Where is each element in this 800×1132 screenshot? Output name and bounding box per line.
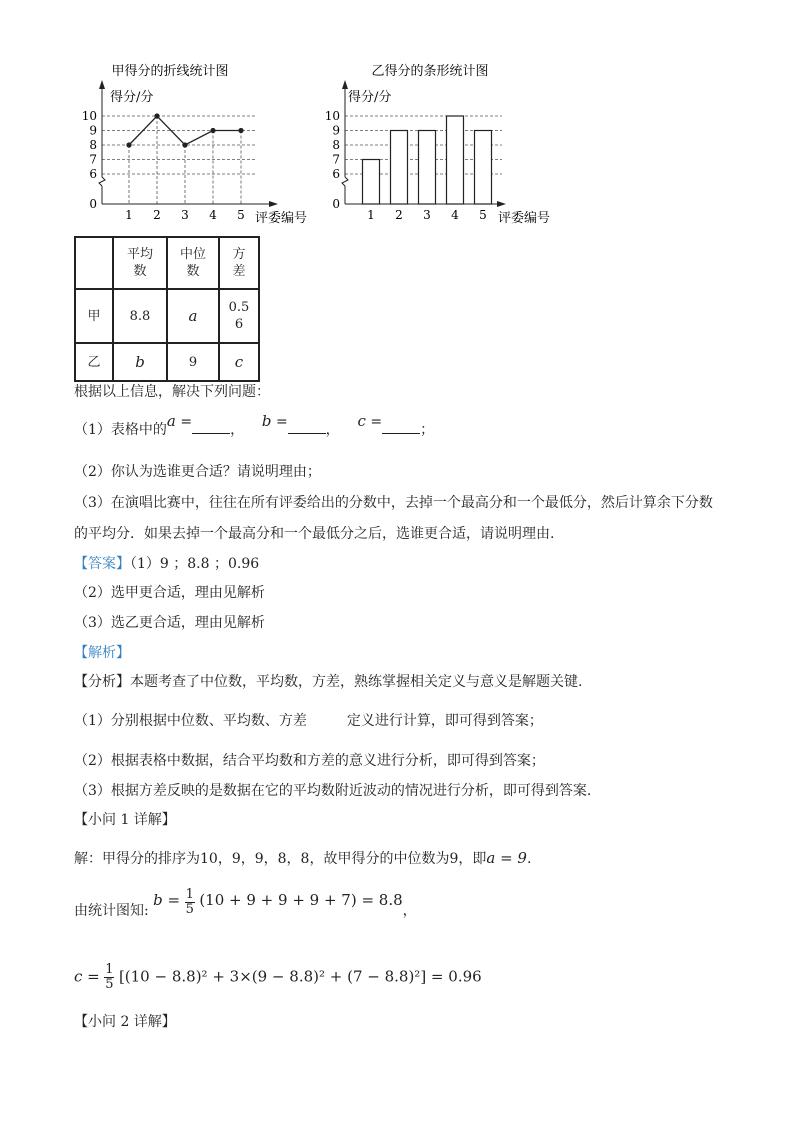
- x-tick-label: 1: [125, 208, 133, 222]
- bar: [363, 160, 380, 205]
- x-axis-label: 评委编号: [498, 211, 551, 226]
- analysis-point-1: （1）分别根据中位数、平均数、方差 定义进行计算，即可得到答案；: [74, 713, 543, 729]
- row-label-jia: 甲: [75, 289, 113, 343]
- question-1: （1）表格中的a = ， b = ， c = ；: [74, 412, 435, 438]
- x-tick-label: 3: [181, 208, 189, 222]
- y-tick-label: 10: [81, 109, 97, 123]
- grid-lines: [102, 116, 256, 204]
- bars: [363, 116, 492, 204]
- cell-yi-variance: c: [219, 343, 259, 381]
- y-tick-label: 6: [332, 167, 340, 181]
- x-tick-label: 4: [209, 208, 217, 222]
- y-tick-label: 9: [89, 123, 97, 138]
- header-mean: 平均数: [113, 237, 167, 289]
- cell-yi-median: 9: [167, 343, 219, 381]
- x-tick-labels: [367, 208, 487, 222]
- data-point: [182, 142, 187, 147]
- analysis-summary: 【分析】本题考查了中位数，平均数，方差，熟练掌握相关定义与意义是解题关键.: [74, 674, 583, 690]
- y-tick-label: 0: [332, 197, 340, 211]
- y-tick-label: 10: [324, 109, 340, 123]
- axis-break: [342, 177, 348, 186]
- answer-tag: 【答案】: [74, 556, 130, 572]
- data-point: [154, 113, 159, 118]
- row-label-yi: 乙: [75, 343, 113, 381]
- data-point: [238, 128, 243, 133]
- y-tick-label: 8: [89, 138, 97, 152]
- header-median: 中位数: [167, 237, 219, 289]
- x-tick-label: 2: [395, 208, 403, 222]
- chart-title: 甲得分的折线统计图: [111, 64, 229, 79]
- bar: [419, 131, 436, 205]
- cell-jia-median: a: [167, 289, 219, 343]
- analysis-point-2: （2）根据表格中数据，结合平均数和方差的意义进行分析，即可得到答案；: [74, 753, 545, 769]
- answer-line-2: （2）选甲更合适，理由见解析: [74, 585, 265, 601]
- y-tick-label: 7: [89, 152, 97, 167]
- axis-break: [99, 177, 105, 186]
- y-tick-label: 0: [89, 197, 97, 211]
- x-tick-label: 4: [451, 208, 459, 222]
- solution-mean: 由统计图知: b = $\frac{1}{5}$ (10 + 9 + 9 + 9 + 7) = 8.8，: [74, 887, 417, 919]
- bar-chart-yi: [310, 58, 570, 230]
- data-point: [210, 128, 215, 133]
- y-axis-label: 得分/分: [110, 90, 154, 105]
- cell-jia-variance: 0.56: [219, 289, 259, 343]
- data-point: [126, 142, 131, 147]
- cell-yi-mean: b: [113, 343, 167, 381]
- x-axis-arrow: [269, 201, 278, 207]
- y-tick-labels: [325, 109, 340, 211]
- x-tick-label: 2: [153, 208, 161, 222]
- y-tick-label: 9: [332, 123, 340, 138]
- x-axis-label: 评委编号: [255, 211, 308, 226]
- x-tick-label: 5: [237, 208, 245, 222]
- bar: [475, 131, 492, 205]
- line-chart-jia: [70, 58, 320, 230]
- bar: [447, 116, 464, 204]
- question-2: （2）你认为选谁更合适？请说明理由；: [74, 464, 321, 480]
- y-tick-label: 6: [89, 167, 97, 181]
- sub-question-1-heading: 【小问 1 详解】: [74, 812, 176, 828]
- bar: [391, 131, 408, 205]
- y-tick-label: 7: [332, 152, 340, 167]
- solution-variance: c = $\frac{1}{5}$ [(10 − 8.8)² + 3×(9 − 8.8)² + (7 − 8.8)²] = 0.96: [74, 962, 482, 992]
- y-tick-label: 8: [332, 138, 340, 152]
- header-variance: 方差: [219, 237, 259, 289]
- answer-line-1: 【答案】（1）9 ；8.8 ；0.96: [74, 556, 260, 572]
- y-axis-label: 得分/分: [348, 90, 392, 105]
- answer-line-3: （3）选乙更合适，理由见解析: [74, 615, 265, 631]
- question-3-line1: （3）在演唱比赛中，往往在所有评委给出的分数中，去掉一个最高分和一个最低分，然后计算余下分数: [74, 495, 713, 511]
- sub-question-2-heading: 【小问 2 详解】: [74, 1014, 176, 1030]
- x-tick-label: 3: [423, 208, 431, 222]
- question-3-line2: 的平均分．如果去掉一个最高分和一个最低分之后，选谁更合适，请说明理由.: [74, 526, 555, 542]
- analysis-point-3: （3）根据方差反映的是数据在它的平均数附近波动的情况进行分析，即可得到答案.: [74, 783, 592, 799]
- y-axis-arrow: [342, 80, 348, 89]
- y-axis-arrow: [99, 80, 105, 89]
- intro-text: 根据以上信息，解决下列问题：: [74, 384, 270, 400]
- x-tick-label: 5: [479, 208, 487, 222]
- x-axis-arrow: [497, 201, 506, 207]
- x-tick-label: 1: [367, 208, 375, 222]
- chart-title: 乙得分的条形统计图: [371, 64, 489, 79]
- analysis-tag: 【解析】: [74, 645, 130, 661]
- x-tick-labels: [125, 208, 245, 222]
- y-tick-labels: [82, 109, 97, 211]
- solution-median: 解：甲得分的排序为10，9，9，8，8，故甲得分的中位数为9，即a = 9.: [74, 849, 532, 867]
- table-corner: [75, 237, 113, 289]
- stats-table: [74, 236, 260, 382]
- cell-jia-mean: 8.8: [113, 289, 167, 343]
